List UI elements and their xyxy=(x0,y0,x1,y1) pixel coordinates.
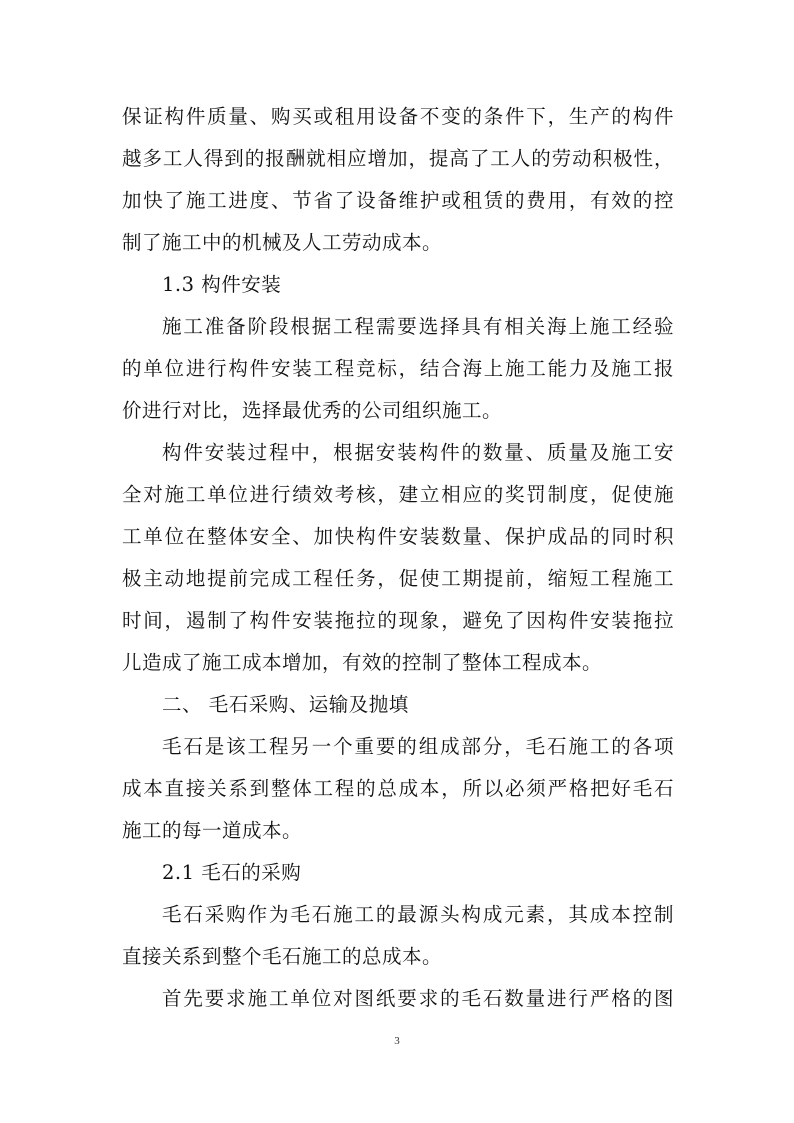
body-line: 成本直接关系到整体工程的总成本，所以必须严格把好毛石 xyxy=(122,777,674,800)
body-line: 工单位在整体安全、加快构件安装数量、保护成品的同时积 xyxy=(122,525,674,548)
body-line: 直接关系到整个毛石施工的总成本。 xyxy=(122,945,443,968)
section-heading-1-3: 1.3 构件安装 xyxy=(162,273,282,296)
document-body xyxy=(122,96,674,1020)
section-heading-2-1: 2.1 毛石的采购 xyxy=(162,861,302,884)
body-line: 全对施工单位进行绩效考核，建立相应的奖罚制度，促使施 xyxy=(122,483,674,506)
body-line: 加快了施工进度、节省了设备维护或租赁的费用，有效的控 xyxy=(122,189,674,212)
body-line: 构件安装过程中，根据安装构件的数量、质量及施工安 xyxy=(162,441,674,464)
body-line: 儿造成了施工成本增加，有效的控制了整体工程成本。 xyxy=(122,651,603,674)
body-line: 毛石是该工程另一个重要的组成部分，毛石施工的各项 xyxy=(162,735,674,758)
body-line: 毛石采购作为毛石施工的最源头构成元素，其成本控制 xyxy=(162,903,674,926)
body-line: 时间，遏制了构件安装拖拉的现象，避免了因构件安装拖拉 xyxy=(122,609,674,632)
body-line: 越多工人得到的报酬就相应增加，提高了工人的劳动积极性， xyxy=(122,147,674,170)
body-line: 首先要求施工单位对图纸要求的毛石数量进行严格的图 xyxy=(162,987,674,1010)
page-number: 3 xyxy=(394,1035,400,1047)
body-line: 保证构件质量、购买或租用设备不变的条件下，生产的构件 xyxy=(122,105,674,128)
body-line: 的单位进行构件安装工程竞标，结合海上施工能力及施工报 xyxy=(122,357,674,380)
body-line: 施工准备阶段根据工程需要选择具有相关海上施工经验 xyxy=(162,315,674,338)
section-heading-2: 二、 毛石采购、运输及抛填 xyxy=(162,693,409,716)
body-line: 极主动地提前完成工程任务，促使工期提前，缩短工程施工 xyxy=(122,567,674,590)
body-line: 施工的每一道成本。 xyxy=(122,819,303,842)
body-line: 价进行对比，选择最优秀的公司组织施工。 xyxy=(122,399,503,422)
body-line: 制了施工中的机械及人工劳动成本。 xyxy=(122,231,443,254)
